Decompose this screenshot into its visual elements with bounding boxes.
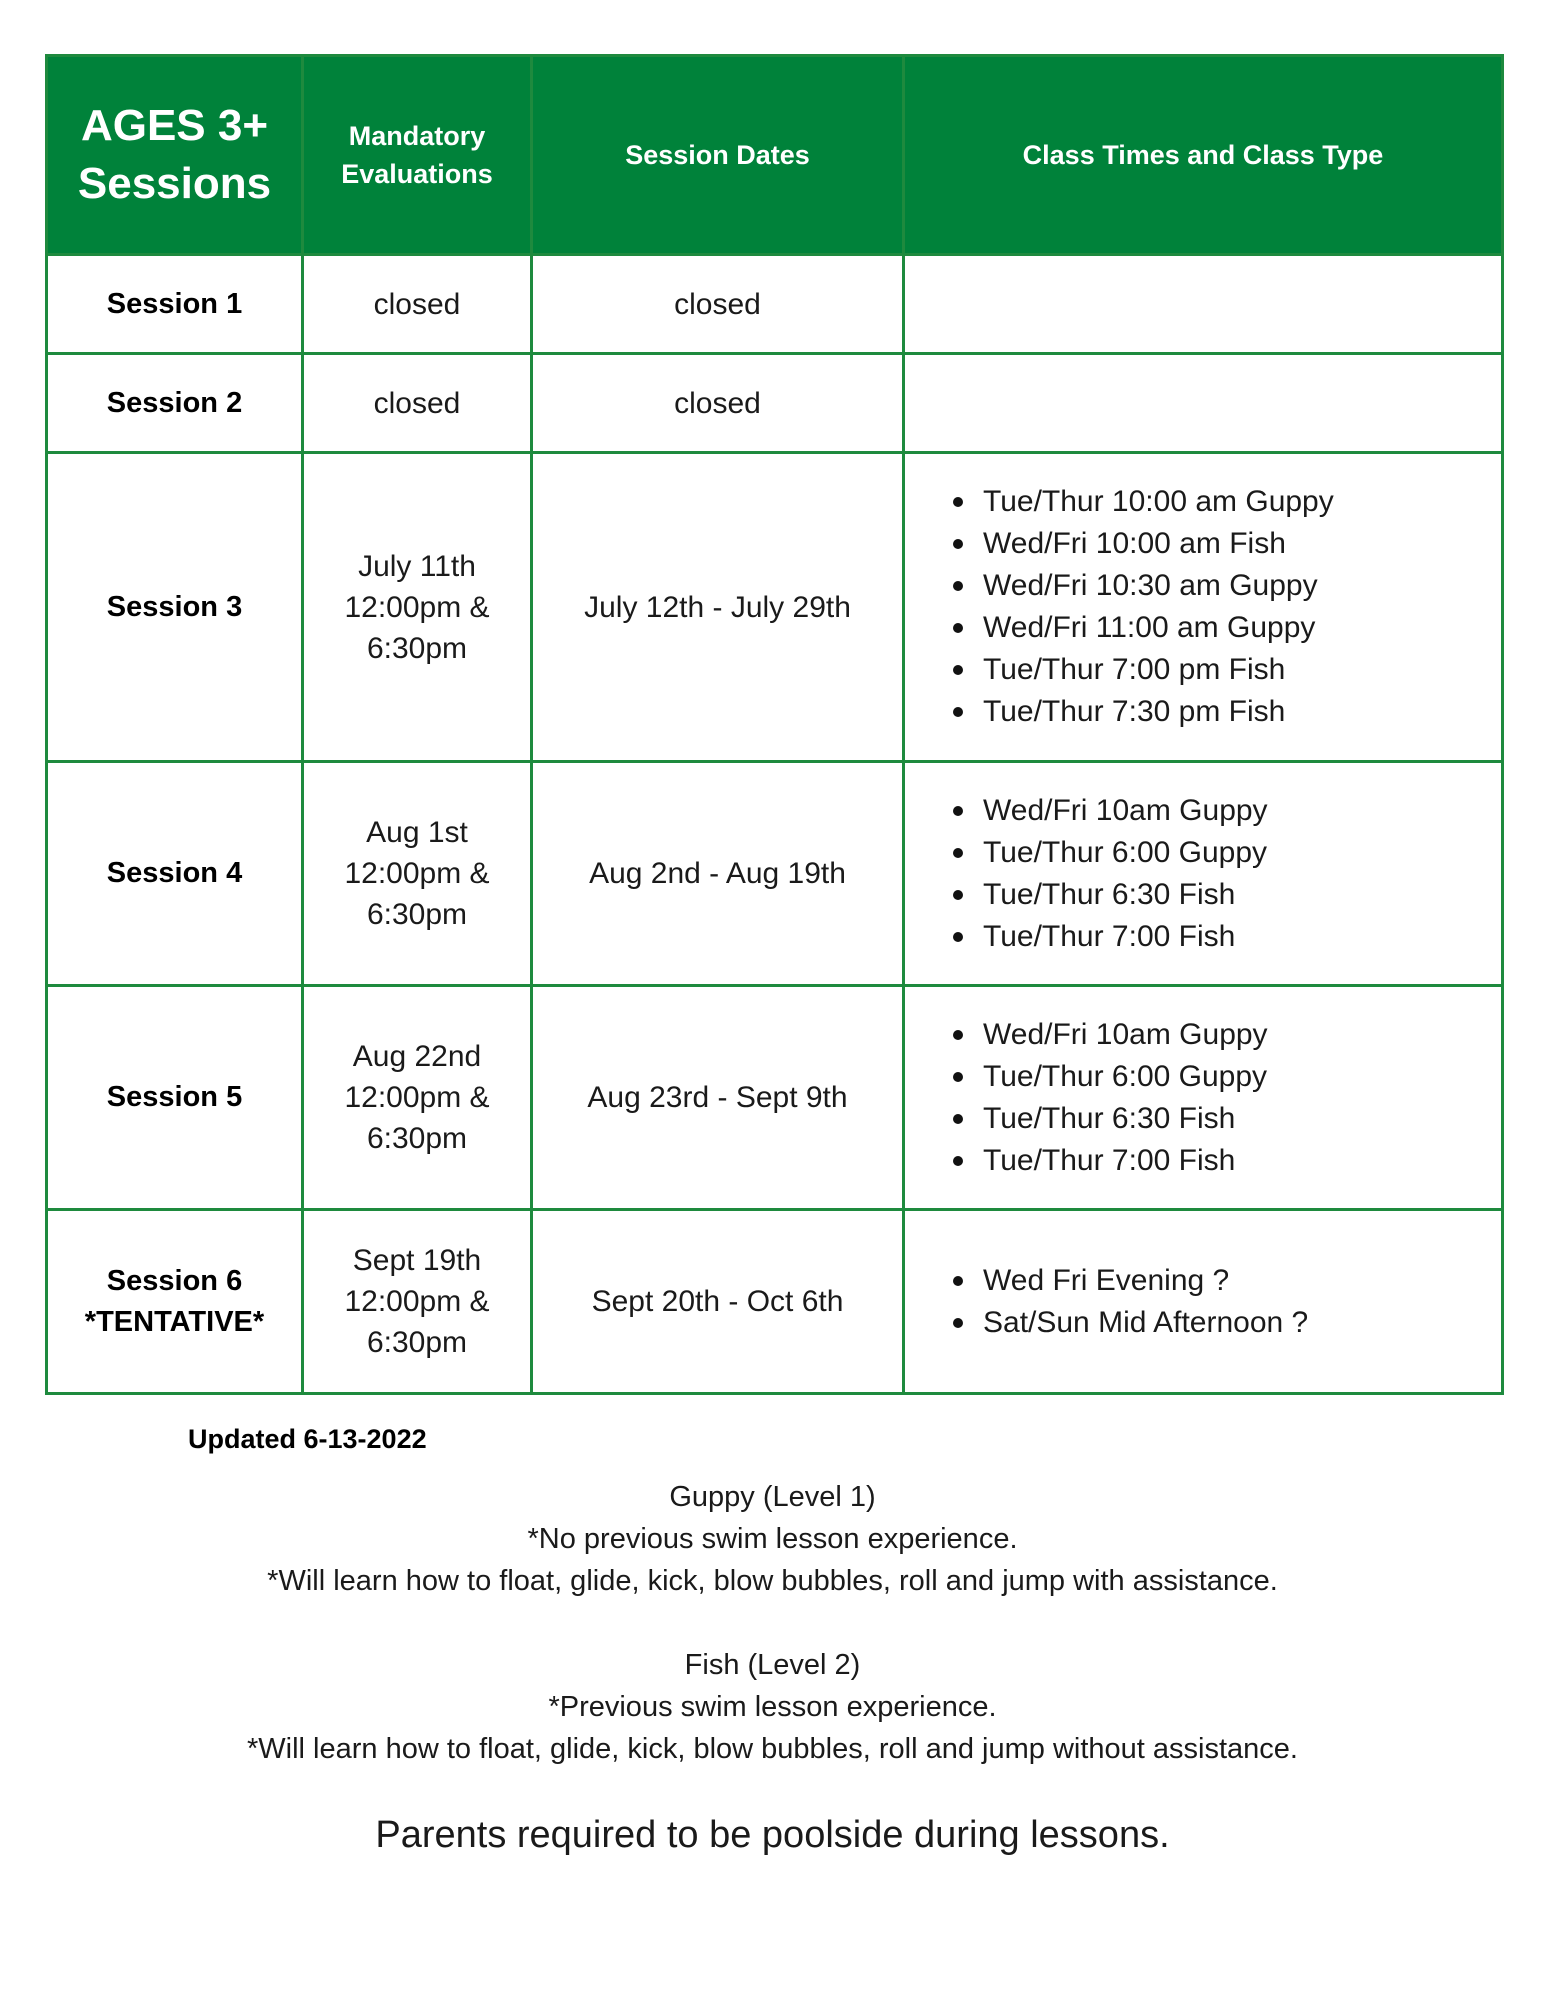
guppy-level-title: Guppy (Level 1) [669,1481,876,1513]
table-row [47,986,1503,1210]
evaluation-time-1: 12:00pm & [344,1081,490,1114]
class-times-cell [904,453,1503,762]
class-list [905,790,1501,958]
class-times-cell [904,354,1503,453]
evaluation-time-1: 12:00pm & [344,857,490,890]
class-item: Tue/Thur 10:00 am Guppy [983,481,1501,523]
evaluation-time-2: 6:30pm [366,1326,468,1359]
table-row [47,453,1503,762]
evaluation-date: Sept 19th [352,1244,482,1277]
col-header-class-times: Class Times and Class Type [904,56,1503,255]
evaluation-date: Aug 1st [366,816,468,849]
class-list [905,1260,1501,1344]
evaluation-cell [303,453,532,762]
table-row [47,762,1503,986]
title-line-2: Sessions [77,159,272,208]
evaluation-date: July 11th [358,549,476,583]
col-eval-line-2: Evaluations [341,159,493,189]
session-name: Session 2 [47,354,303,453]
session-dates-cell: Aug 2nd - Aug 19th [532,762,904,986]
fish-skills: *Will learn how to float, glide, kick, blow bubbles, roll and jump without assistance. [247,1733,1298,1765]
class-item: Tue/Thur 6:00 Guppy [983,832,1501,874]
class-list [905,481,1501,733]
table-title [47,56,303,255]
session-name: Session 3 [47,453,303,762]
title-line-1: AGES 3+ [80,101,269,150]
parents-note: Parents required to be poolside during lessons. [375,1814,1170,1856]
level-descriptions [0,1476,1545,1770]
class-item: Wed/Fri 11:00 am Guppy [983,607,1501,649]
table-row [47,354,1503,453]
evaluation-cell [303,762,532,986]
class-times-cell [904,1210,1503,1394]
class-item: Wed/Fri 10:00 am Fish [983,523,1501,565]
class-item: Tue/Thur 7:00 Fish [983,916,1501,958]
evaluation-time-2: 6:30pm [366,898,468,931]
evaluation-cell: closed [303,255,532,354]
class-times-cell [904,255,1503,354]
guppy-skills: *Will learn how to float, glide, kick, blow bubbles, roll and jump with assistance. [267,1565,1278,1597]
session-name [47,1210,303,1394]
fish-requirement: *Previous swim lesson experience. [548,1691,997,1723]
header-row [47,56,1503,255]
col-header-session-dates: Session Dates [532,56,904,255]
class-item: Tue/Thur 7:30 pm Fish [983,691,1501,733]
spacer [0,1602,1545,1644]
fish-level-title: Fish (Level 2) [684,1649,861,1681]
session-dates-cell: Aug 23rd - Sept 9th [532,986,904,1210]
class-item: Tue/Thur 7:00 Fish [983,1140,1501,1182]
class-times-cell [904,762,1503,986]
session-name: Session 5 [47,986,303,1210]
updated-date: Updated 6-13-2022 [188,1424,427,1454]
evaluation-time-2: 6:30pm [366,631,468,665]
evaluation-cell [303,1210,532,1394]
evaluation-time-1: 12:00pm & [344,590,490,624]
class-item: Wed/Fri 10am Guppy [983,1014,1501,1056]
class-item: Tue/Thur 6:00 Guppy [983,1056,1501,1098]
evaluation-cell: closed [303,354,532,453]
session-dates-cell: closed [532,354,904,453]
table-row [47,1210,1503,1394]
col-header-evaluations [303,56,532,255]
session-dates-cell: Sept 20th - Oct 6th [532,1210,904,1394]
session-dates-cell: July 12th - July 29th [532,453,904,762]
class-item: Wed/Fri 10:30 am Guppy [983,565,1501,607]
sessions-table [45,54,1504,1395]
class-item: Wed Fri Evening ? [983,1260,1501,1302]
session-name: Session 1 [47,255,303,354]
evaluation-date: Aug 22nd [352,1040,482,1073]
guppy-requirement: *No previous swim lesson experience. [527,1523,1018,1555]
class-times-cell [904,986,1503,1210]
session-dates-cell: closed [532,255,904,354]
session-name-label: Session 6 [106,1264,243,1297]
class-item: Sat/Sun Mid Afternoon ? [983,1302,1501,1344]
class-item: Wed/Fri 10am Guppy [983,790,1501,832]
class-item: Tue/Thur 6:30 Fish [983,874,1501,916]
class-list [905,1014,1501,1182]
class-item: Tue/Thur 7:00 pm Fish [983,649,1501,691]
tentative-note: *TENTATIVE* [84,1305,265,1338]
evaluation-time-1: 12:00pm & [344,1285,490,1318]
evaluation-cell [303,986,532,1210]
col-eval-line-1: Mandatory [348,121,486,151]
evaluation-time-2: 6:30pm [366,1122,468,1155]
table-row [47,255,1503,354]
class-item: Tue/Thur 6:30 Fish [983,1098,1501,1140]
session-name: Session 4 [47,762,303,986]
